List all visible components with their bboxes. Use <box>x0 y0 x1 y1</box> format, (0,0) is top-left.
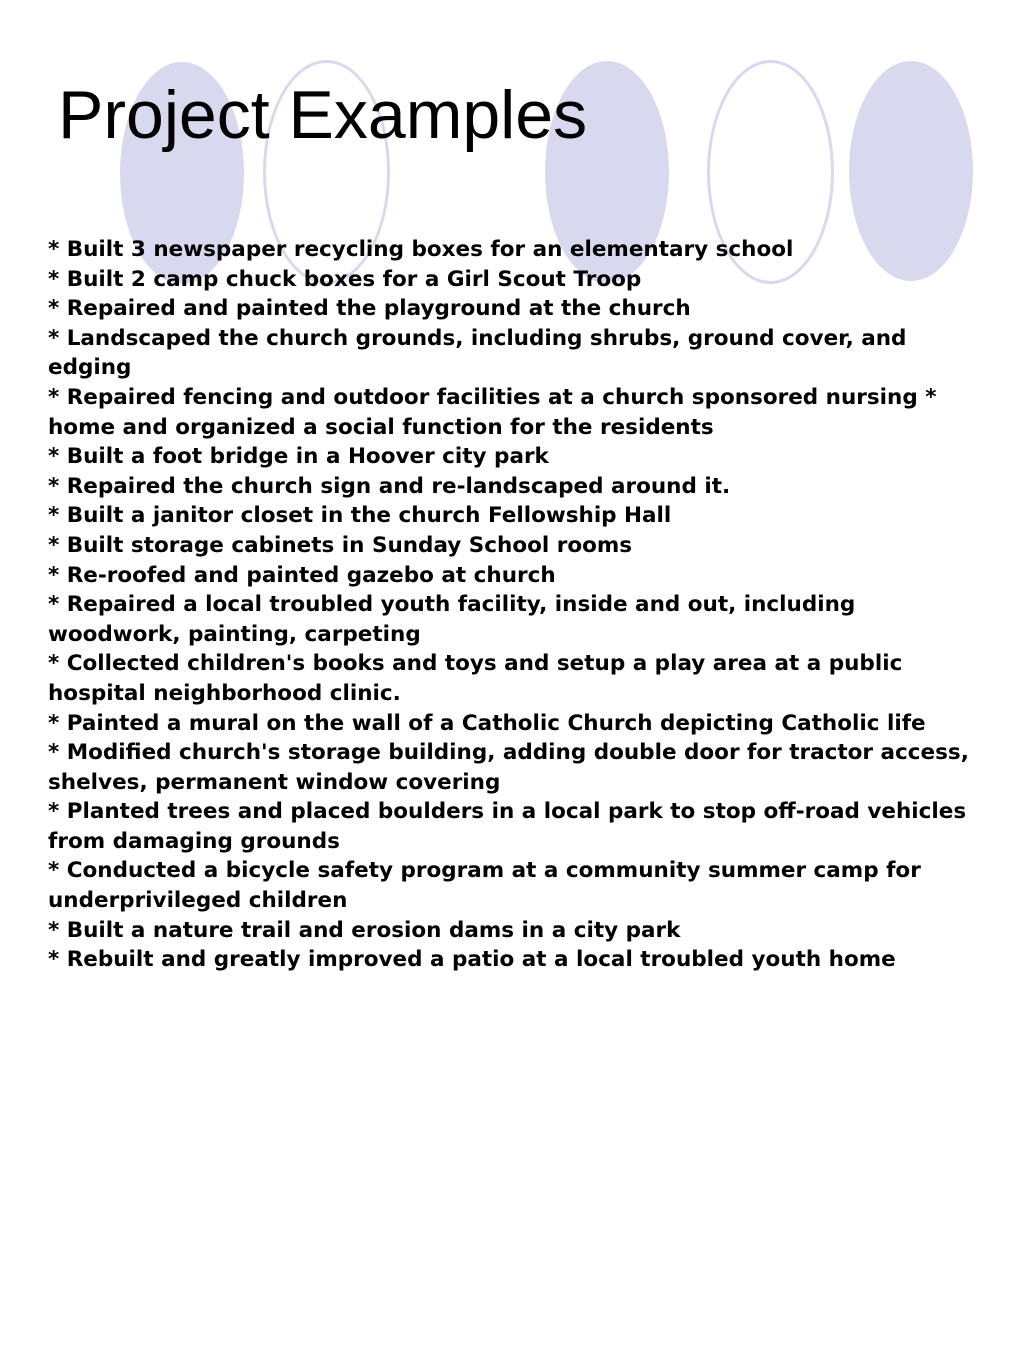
list-item: * Built storage cabinets in Sunday School rooms <box>48 532 633 558</box>
list-item: * Built a nature trail and erosion dams in a city park <box>48 917 681 943</box>
list-item: * Built a foot bridge in a Hoover city park <box>48 444 549 470</box>
list-item: * Built 2 camp chuck boxes for a Girl Scout Troop <box>48 266 642 292</box>
list-item: * Repaired the church sign and re-landscaped around it. <box>48 473 731 499</box>
list-item: * Painted a mural on the wall of a Catholic Church depicting Catholic life <box>48 710 926 736</box>
list-item: * Repaired and painted the playground at the church <box>48 296 691 322</box>
slide-title: Project Examples <box>58 77 588 153</box>
list-item: * Modified church's storage building, adding double door for tractor access, shelves, permanent window covering <box>48 740 969 795</box>
list-item: * Rebuilt and greatly improved a patio at a local troubled youth home <box>48 947 896 973</box>
list-item: * Built 3 newspaper recycling boxes for an elementary school <box>48 237 794 262</box>
list-item: * Collected children's books and toys and setup a play area at a public hospital neighborhood clinic. <box>48 651 903 706</box>
list-item: * Planted trees and placed boulders in a local park to stop off-road vehicles from damaging grounds <box>48 799 967 854</box>
list-item: * Conducted a bicycle safety program at a community summer camp for underprivileged children <box>48 858 921 914</box>
list-item: * Repaired fencing and outdoor facilities at a church sponsored nursing * home and organized a social function for the residents <box>48 384 937 440</box>
project-list <box>48 235 973 975</box>
list-item: * Built a janitor closet in the church Fellowship Hall <box>48 503 672 529</box>
list-item: * Landscaped the church grounds, including shrubs, ground cover, and edging <box>48 325 907 381</box>
list-item: * Repaired a local troubled youth facility, inside and out, including woodwork, painting, carpeting <box>48 592 856 647</box>
list-item: * Re-roofed and painted gazebo at church <box>48 562 556 588</box>
